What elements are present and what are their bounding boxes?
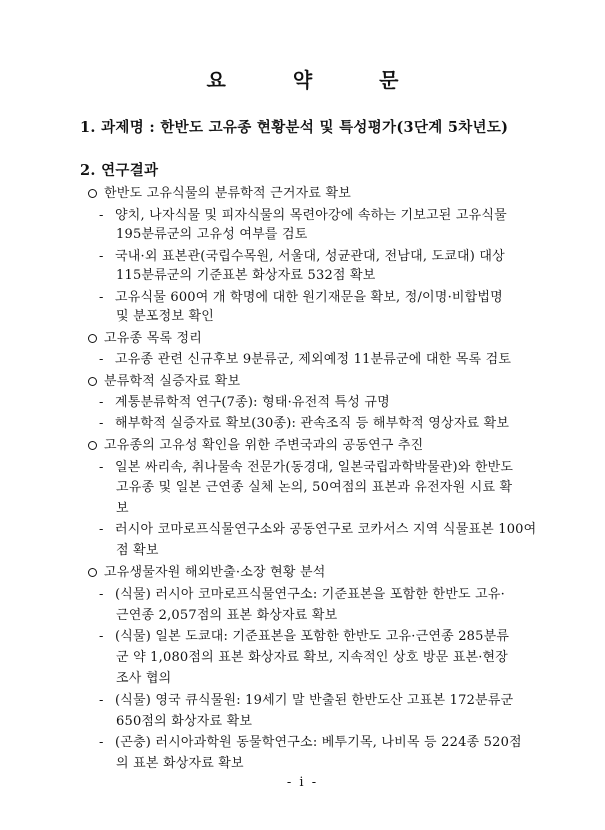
continuation-line: 근연종 2,057점의 표본 화상자료 확보 [116,608,338,623]
dash-text: 고유종 관련 신규후보 9분류군, 제외예정 11분류군에 대한 목록 검토 [115,352,512,367]
dash-item [99,204,507,223]
dash-text: 일본 싸리속, 취나물속 전문가(동경대, 일본국립과학박물관)와 한반도 [115,460,514,475]
dash-item [99,348,511,367]
dash-mark: - [99,208,104,223]
circle-bullet-icon [88,189,97,198]
bullet-text: 분류학적 실증자료 확보 [104,374,241,389]
dash-text: 국내·외 표본관(국립수목원, 서울대, 성균관대, 전남대, 도쿄대) 대상 [115,249,505,264]
dash-mark: - [99,249,104,264]
dash-mark: - [99,460,104,475]
continuation-line: 의 표본 화상자료 확보 [116,756,244,771]
page-number: - i - [286,775,319,790]
dash-item [99,625,509,644]
dash-mark: - [99,416,104,431]
dash-text: (식물) 영국 큐식물원: 19세기 말 반출된 한반도산 고표본 172분류군 [115,693,514,708]
continuation-line: 조사 협의 [116,671,172,686]
dash-text: 러시아 코마로프식물연구소와 공동연구로 코카서스 지역 식물표본 100여 [115,522,537,537]
dash-item [99,518,536,537]
bullet-item [88,434,423,453]
dash-text: 계통분류학적 연구(7종): 형태·유전적 특성 규명 [115,395,390,410]
dash-mark: - [99,587,104,602]
dash-mark: - [99,352,104,367]
dash-mark: - [99,629,104,644]
circle-bullet-icon [88,334,97,343]
bullet-text: 고유종 목록 정리 [104,331,202,346]
bullet-item [88,327,202,346]
dash-text: 양치, 나자식물 및 피자식물의 목련아강에 속하는 기보고된 고유식물 [115,208,507,223]
dash-text: 해부학적 실증자료 확보(30종): 관속조직 등 해부학적 영상자료 확보 [115,416,510,431]
dash-text: (식물) 일본 도쿄대: 기준표본을 포함한 한반도 고유·근연종 285분류 [115,629,510,644]
bullet-item [88,561,325,580]
circle-bullet-icon [88,441,97,450]
dash-item [99,286,503,305]
bullet-item [88,182,351,201]
dash-text: 고유식물 600여 개 학명에 대한 원기재문을 확보, 정/이명·비합법명 [115,290,503,305]
dash-text: (곤충) 러시아과학원 동물학연구소: 베투기목, 나비목 등 224종 520점 [115,735,522,750]
continuation-line: 고유종 및 일본 근연종 실체 논의, 50여점의 표본과 유전자원 시료 확 [116,480,513,495]
research-results-heading: 2. 연구결과 [80,162,159,179]
continuation-line: 115분류군의 기준표본 화상자료 532점 확보 [116,268,376,283]
circle-bullet-icon [88,377,97,386]
dash-mark: - [99,522,104,537]
continuation-line: 군 약 1,080점의 표본 화상자료 확보, 지속적인 상호 방문 표본·현장 [116,650,509,665]
dash-item [99,689,513,708]
continuation-line: 650점의 화상자료 확보 [116,714,253,729]
circle-bullet-icon [88,568,97,577]
bullet-text: 고유종의 고유성 확인을 위한 주변국과의 공동연구 추진 [104,438,424,453]
continuation-line: 195분류군의 고유성 여부를 검토 [116,227,308,242]
dash-mark: - [99,395,104,410]
continuation-line: 점 확보 [116,543,159,558]
dash-item [99,583,505,602]
continuation-line: 및 분포정보 확인 [116,309,214,324]
dash-mark: - [99,693,104,708]
page-title: 요 약 문 [206,68,429,92]
bullet-item [88,370,240,389]
bullet-text: 한반도 고유식물의 분류학적 근거자료 확보 [104,186,351,201]
bullet-text: 고유생물자원 해외반출·소장 현황 분석 [104,565,326,580]
dash-mark: - [99,290,104,305]
dash-item [99,391,390,410]
dash-item [99,245,505,264]
dash-item [99,456,513,475]
dash-item [99,412,509,431]
dash-text: (식물) 러시아 코마로프식물연구소: 기준표본을 포함한 한반도 고유· [115,587,505,602]
dash-mark: - [99,735,104,750]
continuation-line: 보 [116,501,129,516]
dash-item [99,731,522,750]
project-name-heading: 1. 과제명 : 한반도 고유종 현황분석 및 특성평가(3단계 5차년도) [80,119,509,136]
